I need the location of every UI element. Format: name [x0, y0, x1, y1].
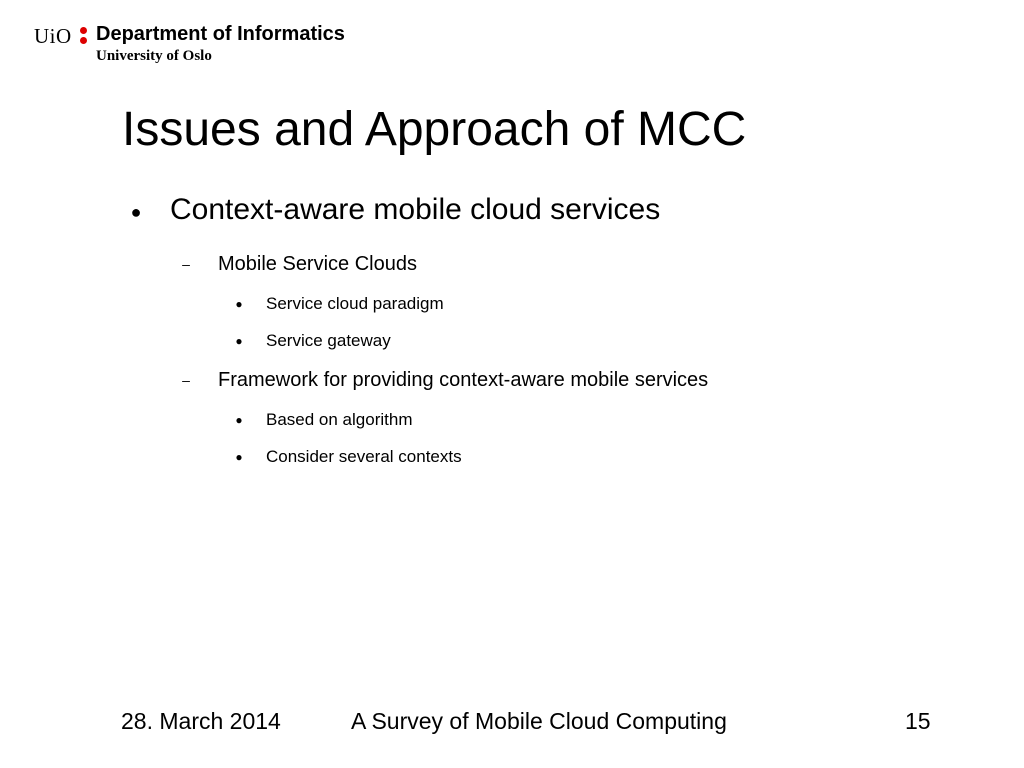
bullet-text: Framework for providing context-aware mobile services: [218, 369, 709, 391]
logo-dot-bottom: [80, 37, 87, 44]
bullet-dot-icon: ●: [235, 334, 243, 348]
page-number: 15: [905, 708, 931, 734]
bullet-level3: [235, 446, 462, 468]
bullet-level2: [182, 367, 709, 393]
footer-presentation-title: A Survey of Mobile Cloud Computing: [351, 708, 727, 734]
slide-title: Issues and Approach of MCC: [122, 103, 747, 156]
bullet-text: Service cloud paradigm: [266, 294, 444, 313]
bullet-dot-icon: ●: [235, 297, 243, 311]
bullet-dash-icon: –: [182, 256, 190, 272]
bullet-level3: [235, 409, 413, 431]
department-name: Department of Informatics: [96, 23, 345, 45]
bullet-dot-icon: ●: [130, 202, 142, 222]
bullet-dot-icon: ●: [235, 450, 243, 464]
bullet-text: Based on algorithm: [266, 410, 413, 429]
bullet-dash-icon: –: [182, 372, 190, 388]
bullet-text: Mobile Service Clouds: [218, 253, 417, 275]
bullet-text: Context-aware mobile cloud services: [170, 193, 661, 226]
bullet-dot-icon: ●: [235, 413, 243, 427]
logo-uio-text: UiO: [34, 24, 72, 48]
footer-date: 28. March 2014: [121, 708, 281, 734]
university-name: University of Oslo: [96, 48, 212, 64]
bullet-text: Service gateway: [266, 331, 391, 350]
logo-colon-mark: [80, 26, 88, 46]
bullet-level3: [235, 330, 391, 352]
bullet-text: Consider several contexts: [266, 447, 462, 466]
logo-dot-top: [80, 27, 87, 34]
bullet-level1: [130, 192, 661, 228]
bullet-level2: [182, 251, 417, 277]
bullet-level3: [235, 293, 444, 315]
